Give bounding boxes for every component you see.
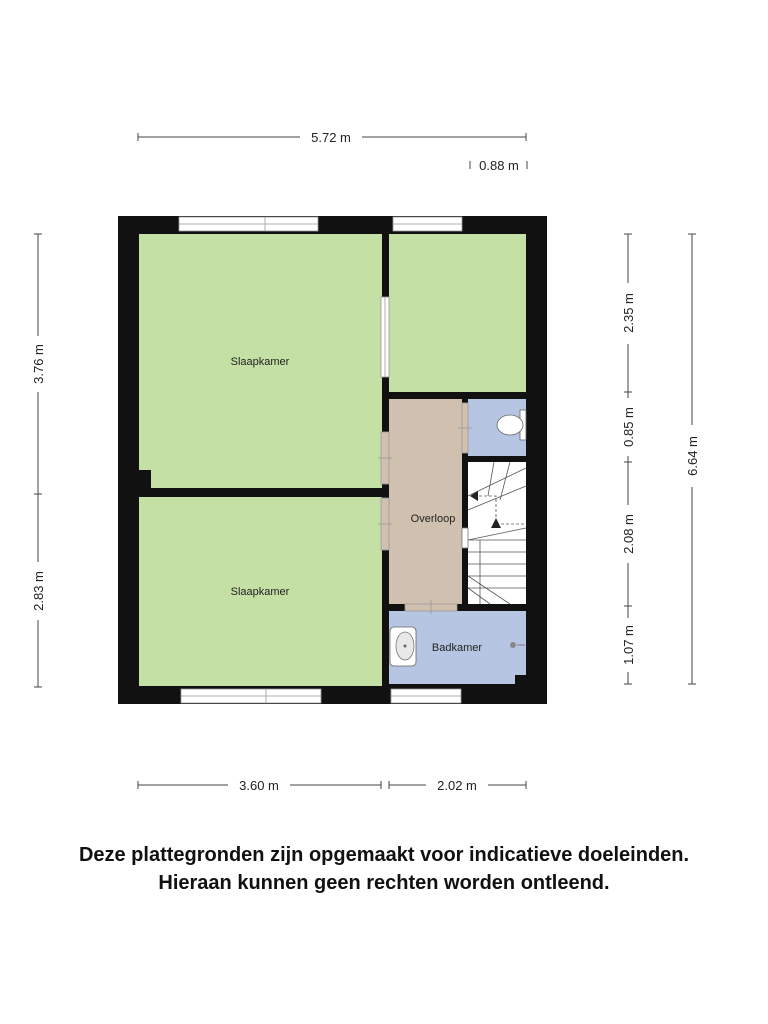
washbasin-icon	[390, 627, 416, 666]
dim-left-upper: 3.76 m	[31, 344, 46, 384]
disclaimer-line-2: Hieraan kunnen geen rechten worden ontleend.	[158, 872, 610, 894]
stair-landing-post	[462, 528, 468, 548]
dim-right-a: 2.35 m	[621, 293, 636, 333]
dim-top-total: 5.72 m	[311, 130, 351, 145]
dim-right-b: 0.85 m	[621, 407, 636, 447]
dim-top-small: 0.88 m	[479, 158, 519, 173]
dim-right-c: 2.08 m	[621, 514, 636, 554]
dim-bottom-right: 2.02 m	[437, 778, 477, 793]
room-label-landing: Overloop	[410, 513, 456, 525]
dim-bottom-left: 3.60 m	[239, 778, 279, 793]
room-upper-right	[389, 234, 526, 392]
room-stairwell	[468, 462, 526, 604]
room-label-bathroom: Badkamer	[431, 642, 483, 654]
dim-left-lower: 2.83 m	[31, 571, 46, 611]
dim-right-total: 6.64 m	[685, 436, 700, 476]
room-label-bedroom-top: Slaapkamer	[230, 356, 290, 368]
room-landing	[389, 399, 462, 604]
room-label-bedroom-bottom: Slaapkamer	[230, 586, 290, 598]
room-bedroom-top-notch	[139, 470, 151, 488]
disclaimer-line-1: Deze plattegronden zijn opgemaakt voor indicatieve doeleinden.	[78, 844, 690, 866]
dim-right-d: 1.07 m	[621, 625, 636, 665]
bathroom-corner-column	[515, 675, 526, 684]
